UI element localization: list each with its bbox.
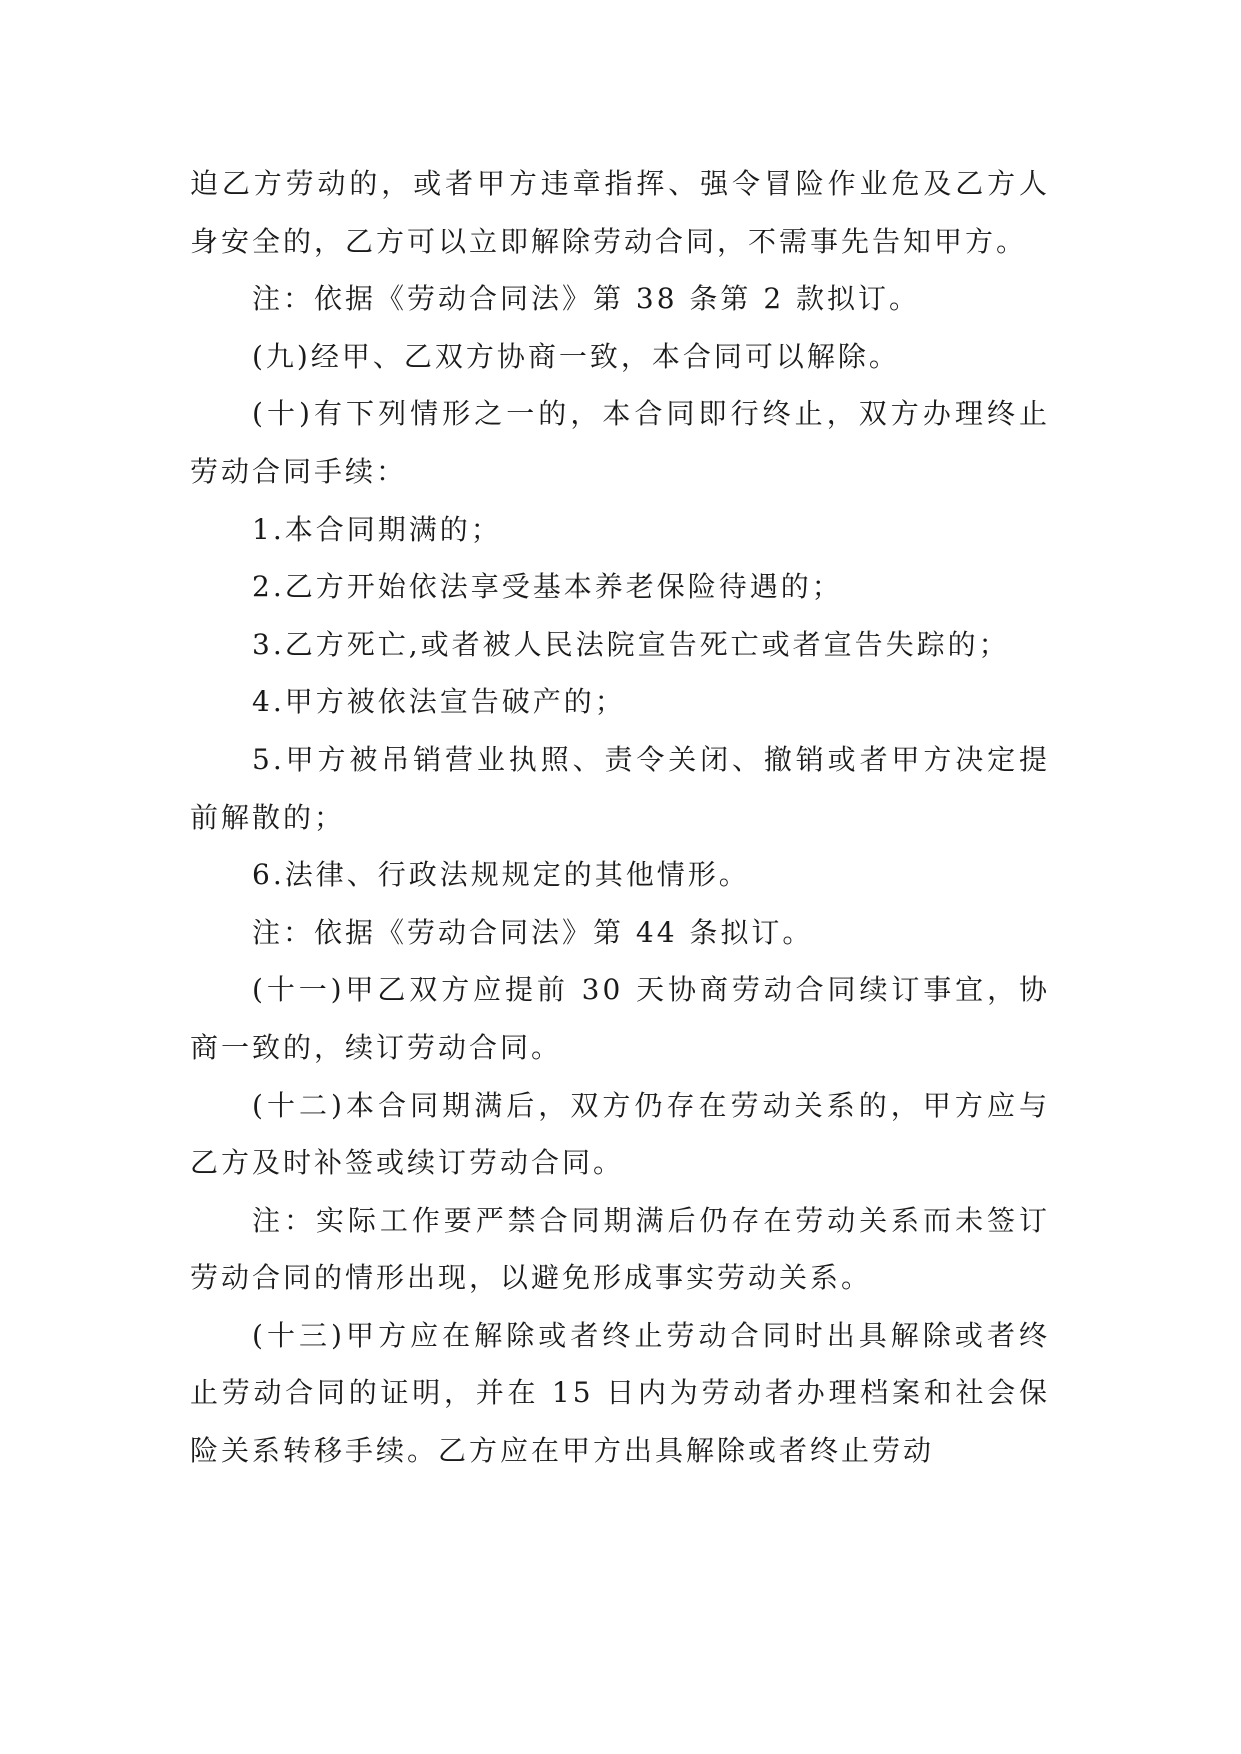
note-practice: 注：实际工作要严禁合同期满后仍存在劳动关系而未签订劳动合同的情形出现，以避免形成事实劳动关系。 (190, 1203, 1050, 1295)
clause-11: (十一)甲乙双方应提前 30 天协商劳动合同续订事宜，协商一致的，续订劳动合同。 (190, 973, 1050, 1064)
clause-12: (十二)本合同期满后，双方仍存在劳动关系的，甲方应与乙方及时补签或续订劳动合同。 (190, 1088, 1050, 1180)
clause-9: (九)经甲、乙双方协商一致，本合同可以解除。 (252, 339, 900, 373)
clause-13: (十三)甲方应在解除或者终止劳动合同时出具解除或者终止劳动合同的证明，并在 15 日内为劳动者办理档案和社会保险关系转移手续。乙方应在甲方出具解除或者终止劳动 (190, 1318, 1050, 1468)
note-article-38: 注：依据《劳动合同法》第 38 条第 2 款拟订。 (252, 282, 921, 316)
list-item-4: 4.甲方被依法宣告破产的； (252, 685, 626, 719)
clause-10: (十)有下列情形之一的，本合同即行终止，双方办理终止劳动合同手续： (190, 397, 1050, 488)
paragraph-continuation: 迫乙方劳动的，或者甲方违章指挥、强令冒险作业危及乙方人身安全的，乙方可以立即解除劳动合同，不需事先告知甲方。 (190, 167, 1050, 258)
document-body (190, 155, 1050, 1480)
list-item-2: 2.乙方开始依法享受基本养老保险待遇的； (252, 570, 843, 604)
list-item-3: 3.乙方死亡,或者被人民法院宣告死亡或者宣告失踪的； (252, 627, 1010, 661)
list-item-1: 1.本合同期满的； (252, 512, 502, 546)
list-item-6: 6.法律、行政法规规定的其他情形。 (252, 858, 750, 892)
note-article-44: 注：依据《劳动合同法》第 44 条拟订。 (252, 915, 814, 949)
list-item-5: 5.甲方被吊销营业执照、责令关闭、撤销或者甲方决定提前解散的； (190, 742, 1050, 834)
